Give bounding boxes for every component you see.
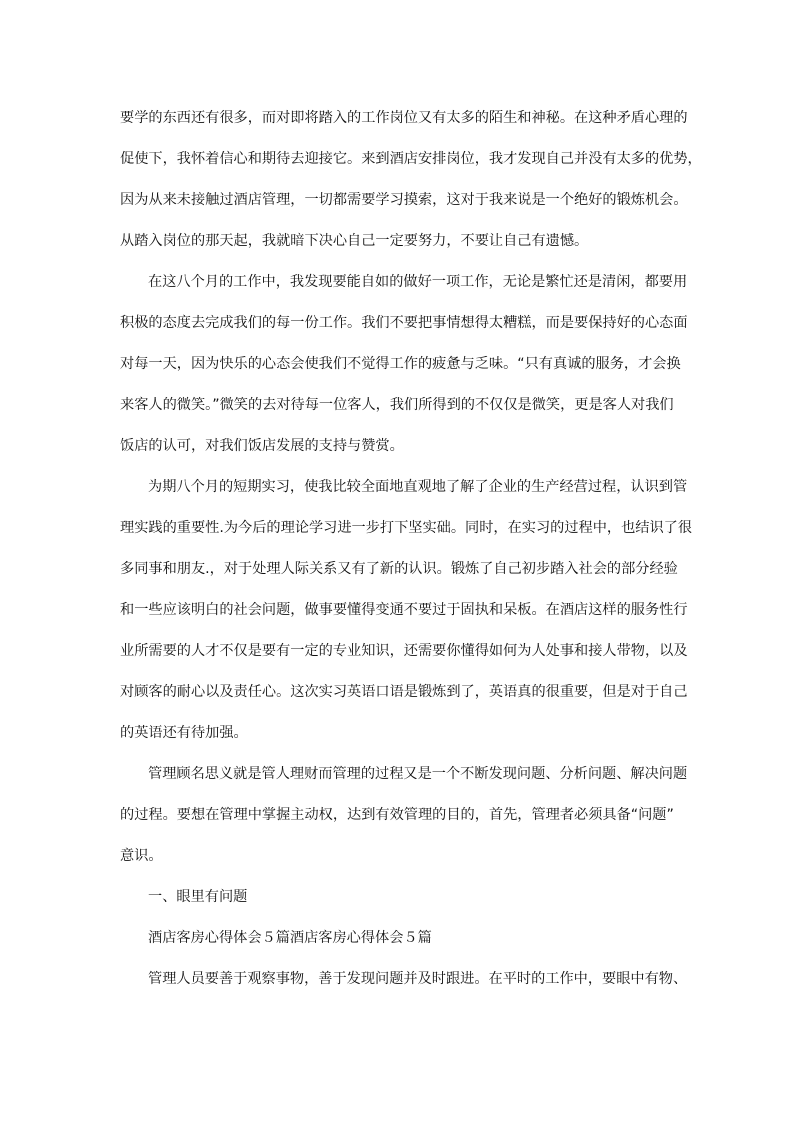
section-heading: 一、眼里有问题	[148, 889, 248, 905]
text-line: 对顾客的耐心以及责任心。这次实习英语口语是锻炼到了，英语真的很重要，但是对于自己	[120, 684, 688, 700]
text-line: 业所需要的人才不仅是要有一定的专业知识，还需要你懂得如何为人处事和接人带物，以及	[120, 643, 688, 659]
text-line: 饭店的认可，对我们饭店发展的支持与赞赏。	[120, 438, 404, 454]
text-line: 和一些应该明白的社会问题，做事要懂得变通不要过于固执和呆板。在酒店这样的服务性行	[120, 602, 688, 618]
paragraph-start-line: 管理顾名思义就是管人理财而管理的过程又是一个不断发现问题、分析问题、解决问题	[148, 766, 688, 782]
text-line: 对每一天，因为快乐的心态会使我们不觉得工作的疲惫与乏味。“只有真诚的服务，才会换	[120, 356, 681, 372]
text-line: 来客人的微笑。”微笑的去对待每一位客人，我们所得到的不仅仅是微笑，更是客人对我们	[120, 397, 674, 413]
text-line: 的过程。要想在管理中掌握主动权，达到有效管理的目的，首先，管理者必须具备“问题”	[120, 807, 674, 823]
text-line: 从踏入岗位的那天起，我就暗下决心自己一定要努力，不要让自己有遗憾。	[120, 233, 589, 249]
paragraph-start-line: 为期八个月的短期实习，使我比较全面地直观地了解了企业的生产经营过程，认识到管	[148, 479, 688, 495]
text-line: 因为从来未接触过酒店管理，一切都需要学习摸索，这对于我来说是一个绝好的锻炼机会。	[120, 192, 688, 208]
paragraph-start-line: 在这八个月的工作中，我发现要能自如的做好一项工作，无论是繁忙还是清闲，都要用	[148, 274, 688, 290]
text-line: 理实践的重要性.为今后的理论学习进一步打下坚实础。同时，在实习的过程中，也结识了很	[120, 520, 693, 536]
document-title-line: 酒店客房心得体会５篇酒店客房心得体会５篇	[148, 930, 432, 946]
text-line: 要学的东西还有很多，而对即将踏入的工作岗位又有太多的陌生和神秘。在这种矛盾心理的	[120, 110, 688, 126]
text-line: 多同事和朋友.，对于处理人际关系又有了新的认识。锻炼了自己初步踏入社会的部分经验	[120, 561, 678, 577]
text-line: 意识。	[120, 848, 163, 864]
text-line: 的英语还有待加强。	[120, 725, 248, 741]
text-line: 促使下，我怀着信心和期待去迎接它。来到酒店安排岗位，我才发现自己并没有太多的优势，	[120, 151, 702, 167]
paragraph-start-line: 管理人员要善于观察事物，善于发现问题并及时跟进。在平时的工作中，要眼中有物、	[148, 971, 688, 987]
text-line: 积极的态度去完成我们的每一份工作。我们不要把事情想得太糟糕，而是要保持好的心态面	[120, 315, 688, 331]
